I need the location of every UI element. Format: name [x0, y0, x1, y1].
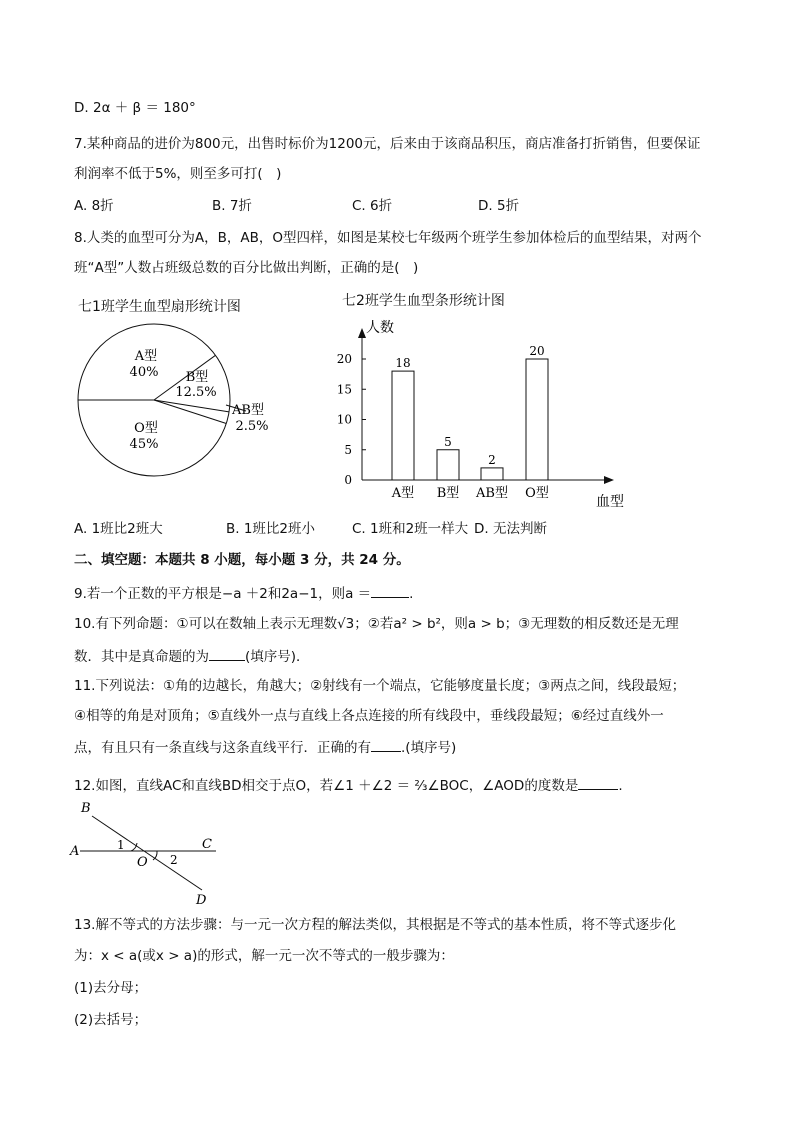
pie-label-3: O型 [134, 421, 158, 436]
bar-y-tick-label-1: 5 [344, 442, 352, 457]
q10-answer-blank [209, 646, 245, 661]
bar-value-label-0: 18 [395, 356, 411, 371]
label-angle2: 2 [170, 853, 178, 867]
q11-stem-line2: ④相等的角是对顶角；⑤直线外一点与直线上各点连接的所有线段中，垂线段最短；⑥经过直线外一 [74, 708, 664, 724]
pie-chart-title: 七1班学生血型扇形统计图 [78, 299, 241, 315]
q7-stem-line2: 利润率不低于5%，则至多可打( ) [74, 166, 282, 182]
pie-label-0: A型 [134, 349, 158, 364]
q13-stem-line2: 为：x < a(或x > a)的形式，解一元一次不等式的一般步骤为： [74, 948, 454, 964]
q8-stem-line1: 8.人类的血型可分为A，B，AB，O型四样，如图是某校七年级两个班学生参加体检后的血型结果，对两个 [74, 230, 702, 246]
q10-suffix: (填序号)． [245, 649, 310, 665]
q7-option-a: A. 8折 [74, 198, 114, 214]
q11-text: 点，有且只有一条直线与这条直线平行．正确的有 [74, 740, 371, 756]
q9-answer-blank [371, 583, 409, 598]
label-b: B [81, 801, 91, 816]
pie-percent-0: 40% [129, 365, 159, 380]
q11-suffix: .(填序号) [401, 740, 457, 756]
bar-y-tick-label-3: 15 [336, 382, 352, 397]
q9-suffix: . [409, 586, 414, 602]
q11-answer-blank [371, 737, 401, 752]
q9-stem [74, 583, 413, 604]
q8-option-b: B. 1班比2班小 [226, 521, 316, 537]
q10-text: 数．其中是真命题的为 [74, 649, 209, 665]
pie-percent-2: 2.5% [235, 419, 269, 434]
bar-y-label: 人数 [366, 320, 394, 336]
bar-chart-title: 七2班学生血型条形统计图 [342, 293, 505, 309]
q12-text: 12.如图，直线AC和直线BD相交于点O，若∠1 ＋∠2 ＝ ⅔∠BOC，∠AOD的度数是 [74, 778, 579, 794]
q6-option-d: D. 2α ＋ β ＝ 180° [74, 100, 196, 116]
q7-option-c: C. 6折 [352, 198, 393, 214]
q12-answer-blank [578, 775, 618, 790]
q11-stem-line1: 11.下列说法：①角的边越长，角越大；②射线有一个端点，它能够度量长度；③两点之间，线段最短； [74, 678, 686, 694]
q7-stem-line1: 7.某种商品的进价为800元，出售时标价为1200元，后来由于该商品积压，商店准备打折销售，但要保证 [74, 136, 701, 152]
label-d: D [196, 893, 207, 908]
bar-value-label-2: 2 [488, 452, 496, 467]
q12-stem [74, 775, 623, 796]
q8-option-d: D. 无法判断 [474, 521, 547, 537]
bar-y-tick-label-2: 10 [336, 412, 352, 427]
bar-y-arrow [358, 328, 366, 338]
q8-stem-line2: 班“A型”人数占班级总数的百分比做出判断，正确的是( ) [74, 260, 419, 276]
q11-stem-line3 [74, 737, 456, 758]
pie-percent-1: 12.5% [175, 385, 217, 400]
q13-step2: (2)去括号； [74, 1012, 148, 1028]
bar-category-label-1: B型 [436, 486, 460, 501]
bar-y-tick-label-0: 0 [344, 473, 352, 487]
bar-1 [437, 450, 459, 480]
label-o: O [137, 855, 148, 870]
label-angle1: 1 [117, 838, 125, 852]
q9-text: 9.若一个正数的平方根是−a ＋2和2a−1，则a ＝ [74, 586, 372, 602]
q12-suffix: . [618, 778, 623, 794]
pie-percent-3: 45% [129, 437, 159, 452]
q8-option-c: C. 1班和2班一样大 [352, 521, 469, 537]
pie-label-2: AB型 [232, 403, 264, 418]
q8-option-a: A. 1班比2班大 [74, 521, 163, 537]
label-a: A [70, 844, 80, 859]
bar-category-label-0: A型 [391, 486, 415, 501]
q10-stem-line1: 10.有下列命题：①可以在数轴上表示无理数√3；②若a² > b²，则a > b；③无理数的相反数还是无理 [74, 616, 679, 632]
q7-option-d: D. 5折 [478, 198, 520, 214]
bar-chart [330, 312, 640, 512]
q13-stem-line1: 13.解不等式的方法步骤：与一元一次方程的解法类似，其根据是不等式的基本性质，将不等式逐步化 [74, 917, 676, 933]
bar-category-label-2: AB型 [476, 486, 508, 501]
bar-2 [481, 468, 503, 480]
bar-category-label-3: O型 [525, 486, 549, 501]
bar-x-arrow [604, 476, 614, 484]
pie-label-1: B型 [185, 370, 209, 385]
q10-stem-line2 [74, 646, 310, 667]
section-heading-fill-in: 二、填空题：本题共 8 小题，每小题 3 分，共 24 分。 [74, 552, 410, 568]
line-bd [92, 816, 202, 890]
bar-0 [392, 371, 414, 480]
q13-step1: (1)去分母； [74, 980, 148, 996]
bar-y-tick-label-4: 20 [336, 352, 352, 366]
bar-x-label: 血型 [596, 494, 624, 510]
bar-3 [526, 359, 548, 480]
label-c: C [202, 837, 212, 852]
angle2-arc [153, 851, 157, 860]
bar-value-label-3: 20 [529, 344, 545, 358]
pie-chart [60, 318, 310, 478]
q12-figure [68, 800, 228, 910]
q7-option-b: B. 7折 [212, 198, 252, 214]
bar-value-label-1: 5 [444, 434, 452, 449]
